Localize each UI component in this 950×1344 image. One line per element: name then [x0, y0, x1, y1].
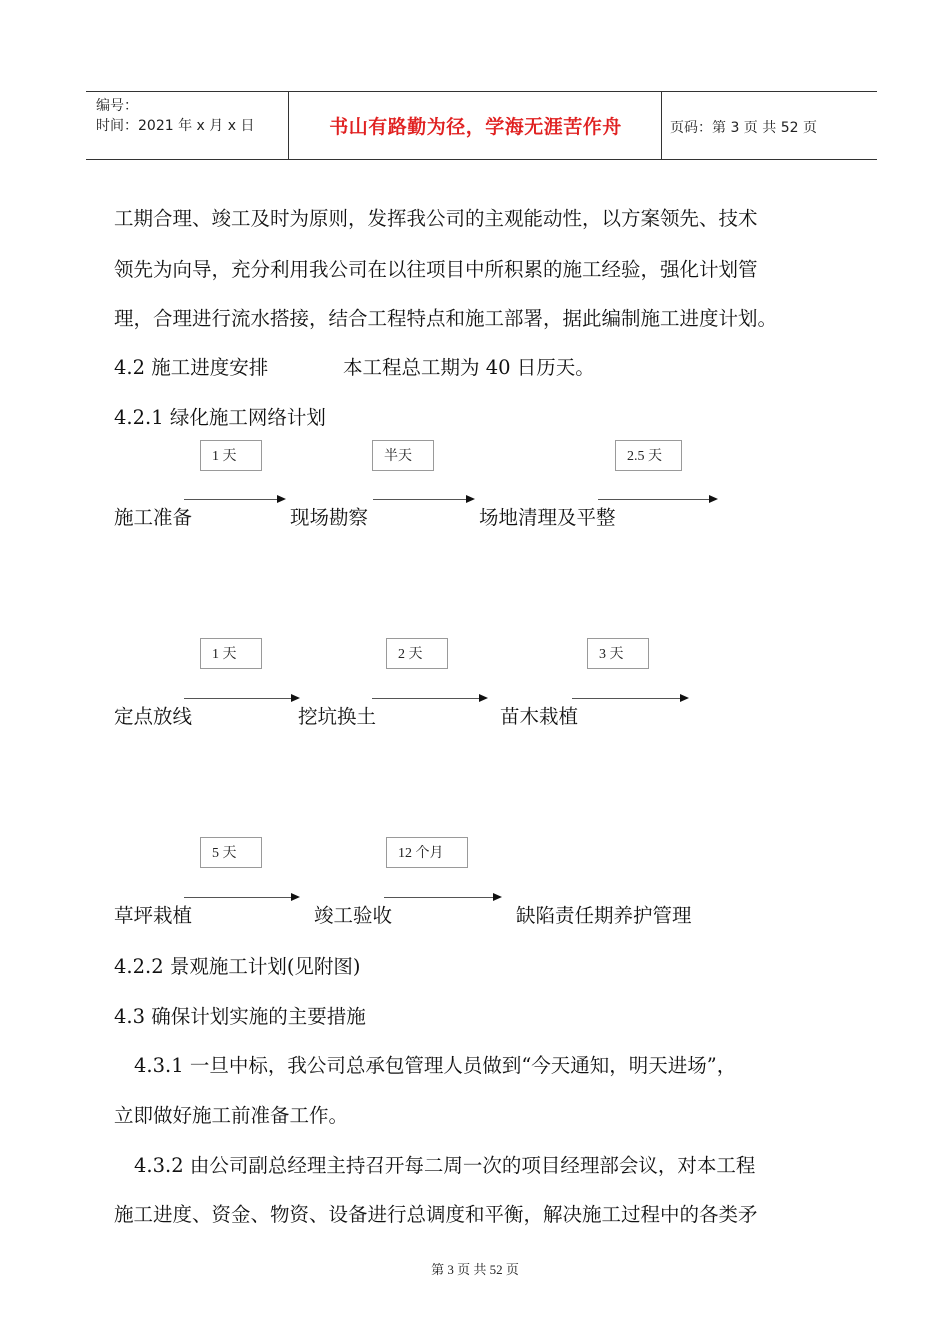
- task-node: 定点放线: [114, 705, 193, 728]
- duration-box: 2.5 天: [615, 440, 682, 471]
- task-node: 竣工验收: [314, 904, 393, 927]
- body-line: 施工进度、资金、物资、设备进行总调度和平衡，解决施工过程中的各类矛: [114, 1203, 758, 1226]
- flow-arrow: [572, 698, 687, 699]
- page-header: [86, 91, 877, 160]
- section-heading-4-2-2: 4.2.2 景观施工计划(见附图): [114, 955, 361, 978]
- section-heading-4-3: 4.3 确保计划实施的主要措施: [114, 1005, 366, 1028]
- page-footer: 第 3 页 共 52 页: [431, 1262, 519, 1277]
- body-line: 领先为向导，充分利用我公司在以往项目中所积累的施工经验，强化计划管: [114, 258, 758, 281]
- flow-arrow: [184, 698, 298, 699]
- header-divider: [661, 92, 662, 159]
- duration-box: 2 天: [386, 638, 448, 669]
- flow-arrow: [373, 499, 473, 500]
- body-line: 理，合理进行流水搭接，结合工程特点和施工部署，据此编制施工进度计划。: [114, 307, 778, 330]
- task-node: 施工准备: [114, 506, 193, 529]
- task-node: 挖坑换土: [298, 705, 377, 728]
- task-node: 现场勘察: [290, 506, 369, 529]
- flow-arrow: [384, 897, 500, 898]
- header-page-number: 页码：第 3 页 共 52 页: [670, 120, 817, 136]
- task-node: 缺陷责任期养护管理: [516, 904, 692, 927]
- document-time: 时间：2021 年 x 月 x 日: [96, 118, 255, 134]
- flow-arrow: [184, 897, 298, 898]
- total-duration-text: 本工程总工期为 40 日历天。: [343, 356, 595, 379]
- duration-box: 1 天: [200, 638, 262, 669]
- document-number: 编号：: [96, 98, 138, 114]
- task-node: 草坪栽植: [114, 904, 193, 927]
- duration-box: 半天: [372, 440, 434, 471]
- flow-arrow: [184, 499, 284, 500]
- duration-box: 1 天: [200, 440, 262, 471]
- header-motto: 书山有路勤为径，学海无涯苦作舟: [329, 116, 622, 138]
- task-node: 苗木栽植: [500, 705, 579, 728]
- body-line: 立即做好施工前准备工作。: [114, 1104, 349, 1127]
- duration-box: 12 个月: [386, 837, 468, 868]
- section-heading-4-2-1: 4.2.1 绿化施工网络计划: [114, 406, 326, 429]
- duration-box: 5 天: [200, 837, 262, 868]
- body-line: 4.3.2 由公司副总经理主持召开每二周一次的项目经理部会议，对本工程: [134, 1154, 756, 1177]
- task-node: 场地清理及平整: [479, 506, 616, 529]
- body-line: 4.3.1 一旦中标，我公司总承包管理人员做到“今天通知，明天进场”，: [134, 1054, 737, 1077]
- flow-arrow: [372, 698, 486, 699]
- body-line: 工期合理、竣工及时为原则，发挥我公司的主观能动性，以方案领先、技术: [114, 207, 758, 230]
- duration-box: 3 天: [587, 638, 649, 669]
- flow-arrow: [598, 499, 716, 500]
- header-meta: [96, 96, 254, 136]
- section-heading-4-2: 4.2 施工进度安排: [114, 356, 269, 379]
